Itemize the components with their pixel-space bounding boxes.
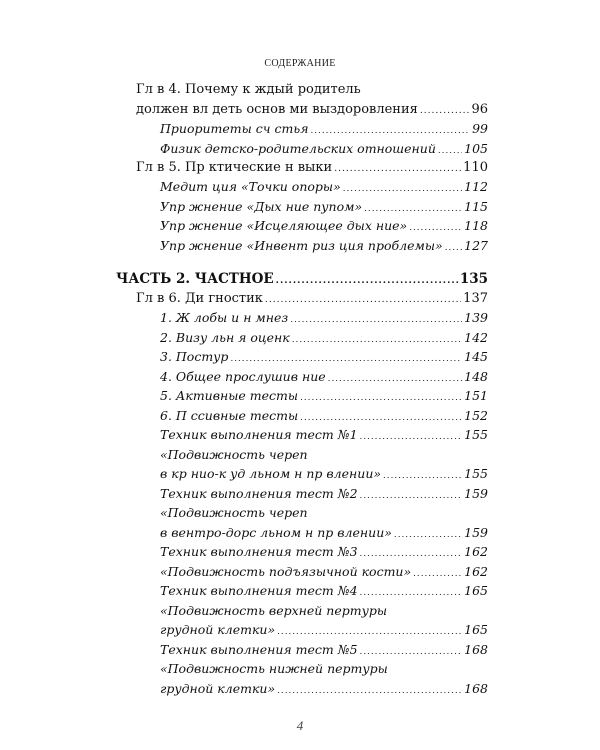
toc-entry-text: должен вл деть основ ми выздоровления bbox=[136, 101, 418, 117]
toc-entry-text: грудной клетки» bbox=[160, 622, 276, 638]
toc-entry-text: «Подвижность череп bbox=[160, 446, 308, 462]
toc-page-number: 165 bbox=[464, 583, 488, 599]
toc-entry-text: Упр жнение «Дых ние пупом» bbox=[160, 198, 363, 214]
leader-dots bbox=[328, 374, 462, 384]
toc-entry-physics[interactable] bbox=[160, 141, 488, 156]
toc-page-number: 110 bbox=[463, 159, 488, 175]
toc-entry-text: Упр жнение «Исцеляющее дых ние» bbox=[160, 218, 408, 234]
toc-entry-posture[interactable] bbox=[160, 349, 488, 364]
toc-entry-text: «Подвижность верхней пертуры bbox=[160, 602, 388, 618]
toc-page-number: 112 bbox=[464, 179, 488, 195]
toc-entry-test-3[interactable] bbox=[160, 544, 488, 559]
leader-dots bbox=[364, 204, 462, 214]
toc-entry-meditation[interactable] bbox=[160, 179, 488, 194]
leader-dots bbox=[292, 335, 462, 345]
toc-entry-test-4-desc[interactable] bbox=[160, 622, 488, 637]
toc-page-number: 159 bbox=[464, 524, 488, 540]
toc-entry-text: 1. Ж лобы и н мнез bbox=[160, 310, 289, 326]
toc-page-number: 162 bbox=[464, 563, 488, 579]
toc-page-number: 151 bbox=[464, 388, 488, 404]
toc-entry-test-5[interactable] bbox=[160, 642, 488, 657]
leader-dots bbox=[276, 275, 458, 286]
toc-entry-complaints[interactable] bbox=[160, 310, 488, 325]
toc-entry-navel-breathing[interactable] bbox=[160, 199, 488, 214]
toc-entry-test-2-desc-line1 bbox=[160, 505, 308, 520]
toc-page-number: 165 bbox=[464, 622, 488, 638]
toc-entry-test-5-desc-line1 bbox=[160, 661, 388, 676]
toc-entry-text: 6. П ссивные тесты bbox=[160, 407, 299, 423]
page-number: 4 bbox=[296, 718, 304, 733]
leader-dots bbox=[409, 223, 462, 233]
toc-entry-text: Гл в 5. Пр ктические н выки bbox=[136, 159, 333, 175]
toc-entry-text: Техник выполнения тест №5 bbox=[160, 641, 358, 657]
toc-page-number: 137 bbox=[463, 290, 488, 306]
toc-entry-text: Техник выполнения тест №3 bbox=[160, 544, 358, 560]
toc-entry-test-1[interactable] bbox=[160, 427, 488, 442]
toc-page-number: 105 bbox=[464, 140, 488, 156]
leader-dots bbox=[383, 471, 462, 481]
page-header: СОДЕРЖАНИЕ bbox=[264, 58, 336, 69]
toc-entry-chapter-4-line1 bbox=[136, 82, 361, 97]
toc-page-number: 127 bbox=[464, 237, 488, 253]
toc-page-number: 135 bbox=[459, 271, 488, 288]
toc-entry-test-1-desc[interactable] bbox=[160, 466, 488, 481]
leader-dots bbox=[413, 569, 462, 579]
toc-entry-listening[interactable] bbox=[160, 369, 488, 384]
toc-entry-active-tests[interactable] bbox=[160, 388, 488, 403]
toc-entry-test-2-desc[interactable] bbox=[160, 525, 488, 540]
toc-page-number: 152 bbox=[464, 407, 488, 423]
toc-entry-part-2[interactable] bbox=[116, 271, 488, 287]
leader-dots bbox=[394, 530, 462, 540]
toc-entry-text: 2. Визу льн я оценк bbox=[160, 329, 290, 345]
toc-page-number: 155 bbox=[464, 427, 488, 443]
leader-dots bbox=[360, 588, 463, 598]
toc-entry-visual-assessment[interactable] bbox=[160, 330, 488, 345]
toc-entry-test-2[interactable] bbox=[160, 486, 488, 501]
toc-entry-text: 5. Активные тесты bbox=[160, 388, 299, 404]
toc-entry-healing-breathing[interactable] bbox=[160, 218, 488, 233]
toc-entry-chapter-6[interactable] bbox=[136, 291, 488, 306]
toc-page-number: 145 bbox=[464, 349, 488, 365]
toc-entry-text: 4. Общее прослушив ние bbox=[160, 368, 326, 384]
toc-entry-test-5-desc[interactable] bbox=[160, 681, 488, 696]
leader-dots bbox=[360, 432, 463, 442]
toc-entry-text: Приоритеты сч стья bbox=[160, 121, 309, 136]
toc-page-number: 162 bbox=[464, 544, 488, 560]
toc-entry-text: Гл в 6. Ди гностик bbox=[136, 290, 263, 306]
leader-dots bbox=[290, 315, 462, 325]
leader-dots bbox=[334, 164, 461, 174]
toc-entry-text: Физик детско-родительских отношений bbox=[160, 140, 436, 156]
leader-dots bbox=[343, 184, 462, 194]
leader-dots bbox=[277, 627, 462, 637]
toc-entry-text: Техник выполнения тест №2 bbox=[160, 485, 358, 501]
toc-entry-text: в вентро-дорс льном н пр влении» bbox=[160, 524, 392, 540]
toc-entry-test-4-desc-line1 bbox=[160, 603, 387, 618]
toc-entry-text: «Подвижность череп bbox=[160, 505, 308, 521]
toc-page-number: 155 bbox=[464, 466, 488, 482]
leader-dots bbox=[360, 491, 463, 501]
toc-page-number: 115 bbox=[464, 198, 488, 214]
toc-page-number: 168 bbox=[464, 641, 488, 657]
toc-entry-priorities[interactable] bbox=[160, 121, 488, 136]
toc-entry-text: «Подвижность подъязычной кости» bbox=[160, 563, 412, 579]
toc-page-number: 142 bbox=[464, 329, 488, 345]
toc-entry-text: 3. Постур bbox=[160, 349, 229, 365]
leader-dots bbox=[300, 393, 462, 403]
toc-entry-text: Гл в 4. Почему к ждый родитель bbox=[136, 82, 361, 97]
leader-dots bbox=[360, 549, 463, 559]
leader-dots bbox=[445, 243, 462, 253]
toc-page-number: 148 bbox=[464, 368, 488, 384]
toc-entry-text: Упр жнение «Инвент риз ция проблемы» bbox=[160, 237, 443, 253]
toc-page-number: 99 bbox=[472, 121, 488, 136]
toc-page-number: 96 bbox=[471, 101, 488, 117]
toc-entry-chapter-5[interactable] bbox=[136, 160, 488, 175]
toc-page-number: 139 bbox=[464, 310, 488, 326]
leader-dots bbox=[230, 354, 462, 364]
toc-entry-text: ЧАСТЬ 2. ЧАСТНОЕ bbox=[116, 271, 274, 288]
leader-dots bbox=[438, 146, 462, 156]
toc-entry-text: грудной клетки» bbox=[160, 680, 276, 696]
toc-entry-text: в кр нио-к уд льном н пр влении» bbox=[160, 466, 382, 482]
toc-entry-inventory[interactable] bbox=[160, 238, 488, 253]
leader-dots bbox=[300, 413, 462, 423]
toc-page-number: 118 bbox=[464, 218, 488, 234]
toc-entry-text: Техник выполнения тест №4 bbox=[160, 583, 358, 599]
toc-entry-chapter-4[interactable] bbox=[136, 102, 488, 117]
leader-dots bbox=[310, 126, 470, 136]
toc-entry-text: Техник выполнения тест №1 bbox=[160, 427, 358, 443]
toc-page-number: 159 bbox=[464, 485, 488, 501]
toc-entry-test-3-desc[interactable] bbox=[160, 564, 488, 579]
toc-entry-passive-tests[interactable] bbox=[160, 408, 488, 423]
toc-page-number: 168 bbox=[464, 680, 488, 696]
leader-dots bbox=[360, 647, 463, 657]
leader-dots bbox=[420, 106, 470, 116]
toc-entry-test-4[interactable] bbox=[160, 583, 488, 598]
toc-entry-text: Медит ция «Точки опоры» bbox=[160, 179, 341, 195]
toc-entry-text: «Подвижность нижней пертуры bbox=[160, 661, 388, 676]
leader-dots bbox=[277, 686, 462, 696]
leader-dots bbox=[265, 295, 461, 305]
toc-entry-test-1-desc-line1 bbox=[160, 447, 308, 462]
